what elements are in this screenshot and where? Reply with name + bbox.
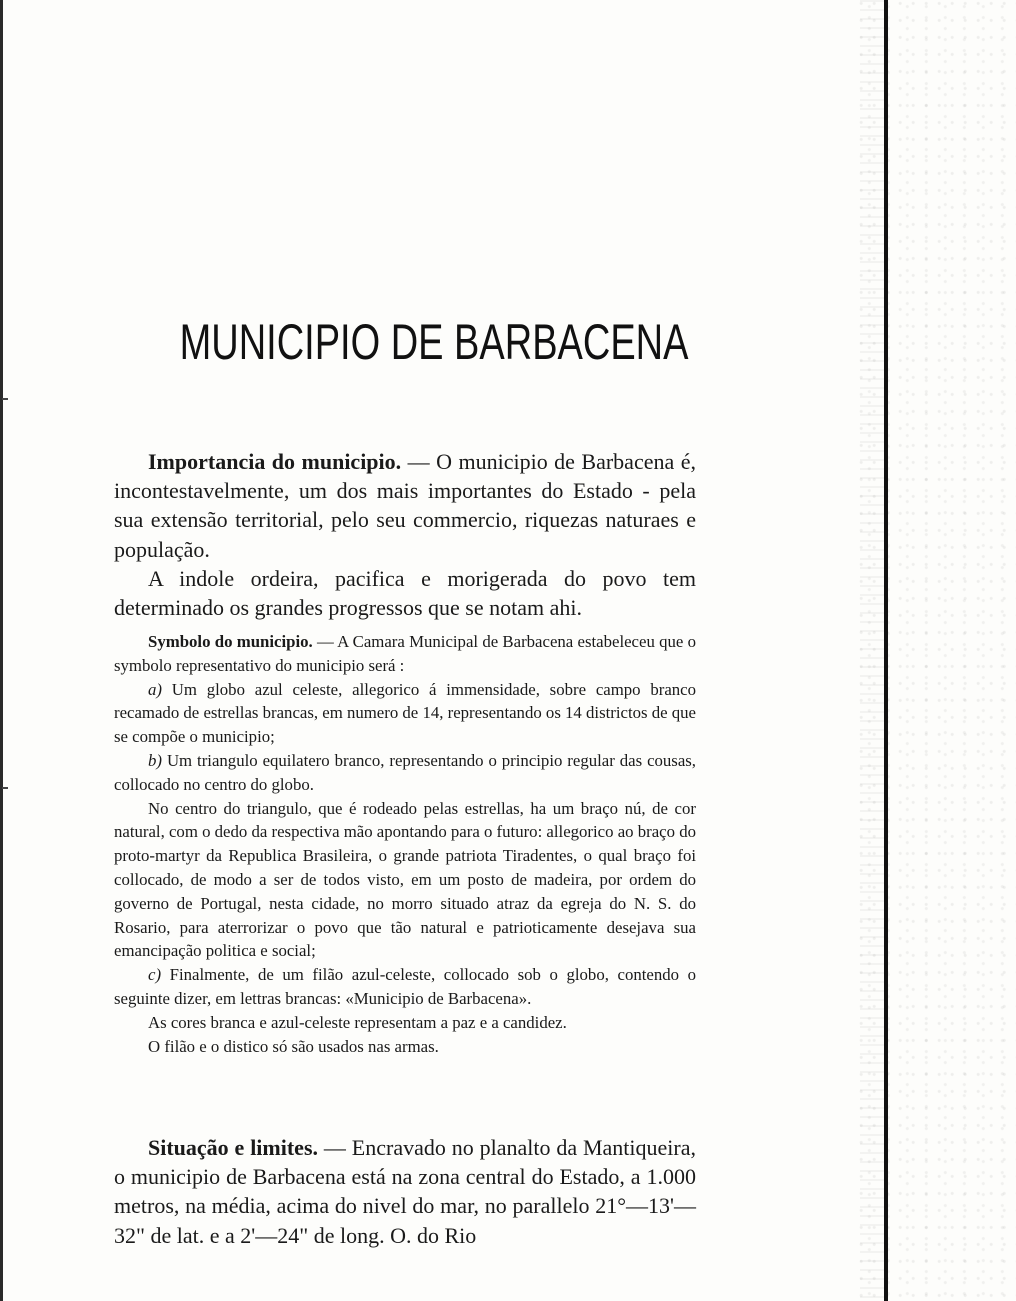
section-importancia [114,447,696,622]
section-symbolo [114,630,696,1058]
paragraph: A indole ordeira, pacifica e morigerada do povo tem determinado os grandes progressos que se notam ahi. [114,565,696,621]
paragraph: O filão e o distico só são usados nas armas. [148,1036,439,1056]
left-page-border [0,0,3,1301]
item-label: b) [148,750,162,770]
item-label: c) [148,965,162,985]
item-text: Finalmente, de um filão azul-celeste, collocado sob o globo, contendo o seguinte dizer, em lettras brancas: «Municipio de Barbacena». [114,965,696,1008]
section-heading: Situação e limites. [148,1135,319,1160]
gutter-shadow [860,0,884,1301]
paragraph-text: — O municipio de Barbacena é, incontestavelmente, um dos mais importantes do Estado - pela sua extensão territorial, pelo seu commercio, riquezas naturaes e população. [114,449,696,562]
border-mark [2,398,8,400]
list-item [114,963,696,1011]
paragraph-text: — Encravado no planalto da Mantiqueira, o municipio de Barbacena está na zona central do Estado, a 1.000 metros, na média, acima do nivel do mar, no parallelo 21°—13'—32" de lat. e a 2'—24" de long. O. do Rio [114,1135,696,1248]
paragraph: As cores branca e azul-celeste representam a paz e a candidez. [148,1012,567,1032]
section-situacao [114,1133,696,1250]
paragraph: No centro do triangulo, que é rodeado pelas estrellas, ha um braço nú, de cor natural, com o dedo da respectiva mão apontando para o futuro: allegorico ao braço do proto-martyr da Republica Brasileira, o grande patriota Tiradentes, o qual braço foi collocado, de modo a ser de todos visto, em um posto de madeira, por ordem do governo de Portugal, nesta cidade, no morro situado atraz da egreja do N. S. do Rosario, para aterrorizar o povo que tão natural e patrioticamente desejava sua emancipação politica e social; [114,798,696,961]
paragraph [114,630,696,678]
section-heading: Symbolo do municipio. [148,632,313,651]
item-text: Um globo azul celeste, allegorico á immensidade, sobre campo branco recamado de estrellas brancas, em numero de 14, representando os 14 districtos de que se compõe o municipio; [114,679,697,747]
item-text: Um triangulo equilatero branco, representando o principio regular das cousas, collocado no centro do globo. [114,750,697,794]
section-heading: Importancia do municipio. [148,449,402,474]
paragraph-text: — A Camara Municipal de Barbacena estabeleceu que o symbolo representativo do municipio será : [114,632,697,675]
page-title: MUNICIPIO DE BARBACENA [179,314,689,370]
item-label: a) [148,679,162,699]
right-page-border [884,0,888,1301]
border-mark [2,787,8,789]
paragraph [114,1133,696,1250]
list-item [114,678,696,749]
paragraph [114,447,696,564]
list-item [114,749,696,797]
